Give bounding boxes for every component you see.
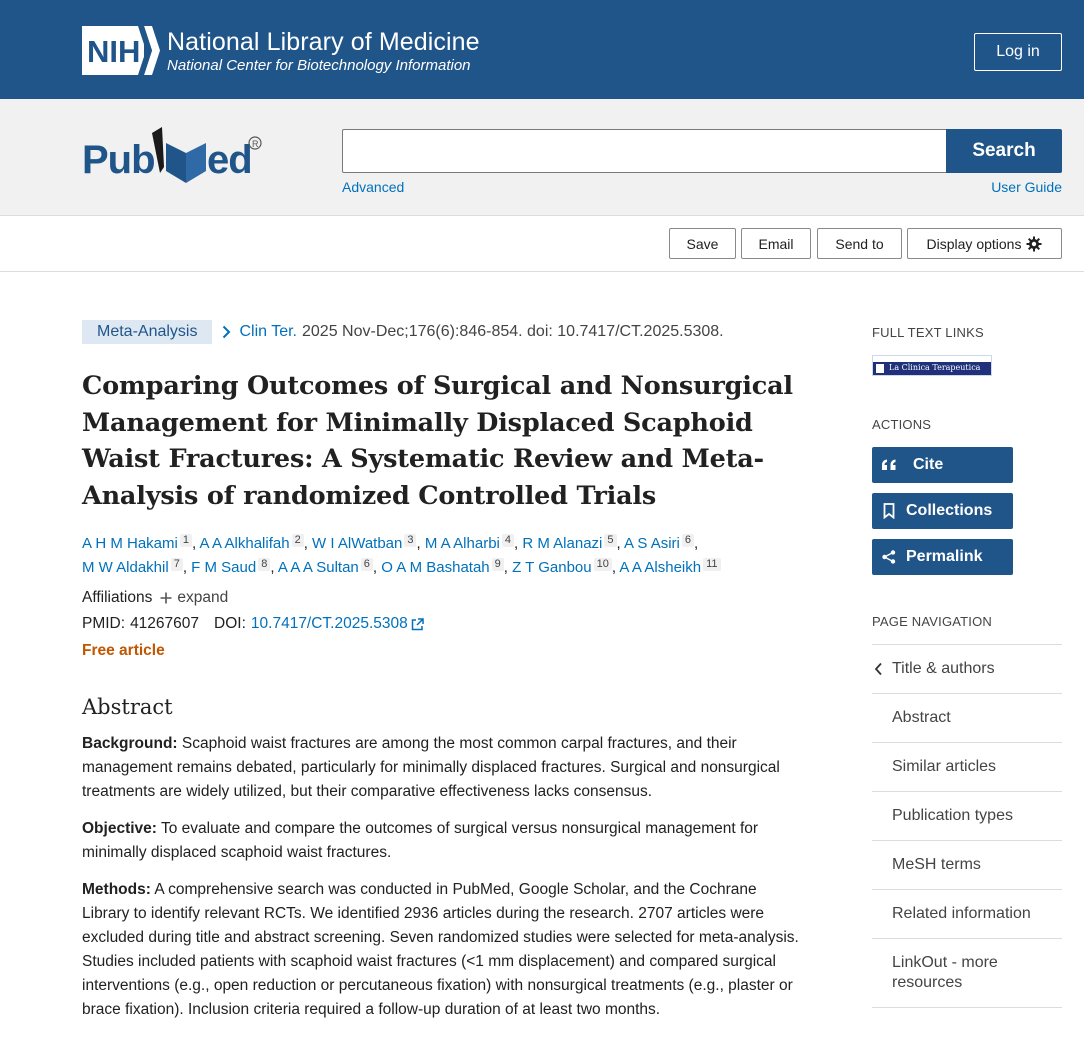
nav-item-label: LinkOut - more resources	[892, 954, 998, 991]
send-to-button[interactable]: Send to	[817, 228, 902, 259]
abstract-methods	[82, 878, 804, 1022]
nav-item-label: Publication types	[892, 807, 1013, 824]
nav-item-label: MeSH terms	[892, 856, 981, 873]
nav-item-label: Related information	[892, 905, 1031, 922]
email-button[interactable]: Email	[741, 228, 811, 259]
article-title: Comparing Outcomes of Surgical and Nonsurgical Management for Minimally Displaced Scaphoid Waist Fractures: A Systematic Review and Meta-Analysis of randomized Controlled Trials	[82, 371, 793, 511]
nih-title: National Library of Medicine	[167, 28, 480, 56]
author-link[interactable]: A H M Hakami	[82, 535, 178, 552]
affiliation-number[interactable]: 11	[703, 558, 720, 571]
background-label: Background:	[82, 735, 178, 752]
permalink-button[interactable]	[872, 539, 1013, 575]
collections-label: Collections	[906, 502, 993, 519]
background-text: Scaphoid waist fractures are among the most common carpal fractures, and their management remains debated, particularly for minimally displaced fractures. Surgical and nonsurgical treatments are widely utilized, but their comparative effectiveness lacks consensus.	[82, 735, 780, 800]
save-button[interactable]: Save	[669, 228, 736, 259]
login-button[interactable]: Log in	[974, 33, 1062, 71]
citation-text: 2025 Nov-Dec;176(6):846-854. doi: 10.7417/CT.2025.5308.	[302, 323, 724, 340]
page-navigation-list	[872, 644, 1062, 1008]
nih-subtitle: National Center for Biotechnology Information	[167, 57, 471, 74]
full-text-links-heading: FULL TEXT LINKS	[872, 325, 984, 340]
objective-text: To evaluate and compare the outcomes of surgical versus nonsurgical management for minimally displaced scaphoid waist fractures.	[82, 820, 759, 861]
author-link[interactable]: Z T Ganbou	[512, 559, 592, 576]
gear-icon	[1026, 236, 1042, 252]
methods-label: Methods:	[82, 881, 151, 898]
affiliation-number[interactable]: 9	[492, 558, 504, 571]
nav-item-linkout[interactable]	[872, 939, 1062, 1008]
user-guide-link[interactable]: User Guide	[991, 179, 1062, 195]
chevron-right-icon[interactable]	[222, 325, 231, 339]
author-link[interactable]: A S Asiri	[624, 535, 680, 552]
svg-text:R: R	[252, 139, 259, 149]
affiliations-row	[82, 589, 804, 607]
nav-item-mesh-terms[interactable]	[872, 841, 1062, 890]
author-link[interactable]: A A Alkhalifah	[199, 535, 290, 552]
pmid-label: PMID:	[82, 615, 126, 632]
nih-logo[interactable]	[82, 26, 160, 75]
display-options-button[interactable]	[907, 228, 1062, 259]
affiliation-number[interactable]: 5	[604, 534, 616, 547]
plus-icon	[160, 592, 172, 604]
identifiers-row	[82, 615, 804, 633]
author-link[interactable]: M W Aldakhil	[82, 559, 169, 576]
page-navigation-heading: PAGE NAVIGATION	[872, 614, 993, 629]
affiliation-number[interactable]: 10	[594, 558, 612, 571]
cite-label: Cite	[913, 456, 944, 473]
affiliations-label: Affiliations	[82, 589, 153, 606]
share-icon	[872, 550, 906, 564]
sidebar	[872, 325, 1062, 1008]
author-link[interactable]: O A M Bashatah	[381, 559, 490, 576]
pubmed-logo[interactable]	[82, 123, 267, 189]
full-text-journal-name: La Clinica Terapeutica	[889, 363, 981, 372]
author-link[interactable]: F M Saud	[191, 559, 257, 576]
author-link[interactable]: W I AlWatban	[312, 535, 403, 552]
abstract-background	[82, 732, 804, 804]
free-article-label: Free article	[82, 642, 165, 659]
nih-logo-text: NIH	[87, 34, 141, 69]
objective-label: Objective:	[82, 820, 157, 837]
nav-item-publication-types[interactable]	[872, 792, 1062, 841]
quote-icon	[872, 459, 906, 471]
article-toolbar	[0, 216, 1084, 272]
article-main	[82, 320, 804, 1022]
publication-type-tag[interactable]: Meta-Analysis	[82, 320, 212, 344]
affiliation-number[interactable]: 8	[258, 558, 270, 571]
svg-text:ed: ed	[207, 138, 252, 182]
author-list: A H M Hakami 1 , A A Alkhalifah 2 , W I AlWatban 3 , M A Alharbi 4 , R M Alanazi 5 , A S Asiri 6 , M W Aldakhil 7 , F M Saud 8 , A A A Sultan 6 , O A M Bashatah 9 , Z T Ganbou 10 , A A Alsheikh 11	[82, 532, 804, 580]
collections-button[interactable]	[872, 493, 1013, 529]
affiliation-number[interactable]: 3	[404, 534, 416, 547]
article-meta-row	[82, 320, 804, 344]
doi-link[interactable]: 10.7417/CT.2025.5308	[250, 615, 408, 632]
abstract-objective	[82, 817, 804, 865]
nav-item-label: Similar articles	[892, 758, 997, 775]
expand-label: expand	[177, 589, 229, 606]
affiliation-number[interactable]: 2	[292, 534, 304, 547]
svg-text:Pub: Pub	[82, 138, 155, 182]
abstract-heading: Abstract	[82, 695, 173, 719]
affiliation-number[interactable]: 7	[171, 558, 183, 571]
search-band	[0, 99, 1084, 216]
author-link[interactable]: A A Alsheikh	[619, 559, 702, 576]
affiliation-number[interactable]: 6	[682, 534, 694, 547]
chevron-left-icon	[874, 662, 883, 681]
journal-link[interactable]: Clin Ter.	[239, 323, 297, 340]
author-link[interactable]: M A Alharbi	[424, 535, 500, 552]
advanced-search-link[interactable]: Advanced	[342, 179, 405, 195]
affiliation-number[interactable]: 6	[361, 558, 373, 571]
external-link-icon[interactable]	[411, 618, 424, 631]
affiliation-number[interactable]: 1	[180, 534, 192, 547]
doi-label: DOI:	[214, 615, 246, 632]
full-text-link-image[interactable]	[872, 355, 992, 376]
nav-item-similar-articles[interactable]	[872, 743, 1062, 792]
bookmark-icon	[872, 503, 906, 519]
display-options-label: Display options	[926, 235, 1022, 252]
author-link[interactable]: A A A Sultan	[277, 559, 359, 576]
author-link[interactable]: R M Alanazi	[522, 535, 603, 552]
nav-item-related-information[interactable]	[872, 890, 1062, 939]
nav-item-abstract[interactable]	[872, 694, 1062, 743]
nih-header	[0, 0, 1084, 99]
permalink-label: Permalink	[906, 548, 983, 565]
pmid-value: 41267607	[130, 615, 200, 632]
expand-affiliations-button[interactable]	[160, 589, 228, 607]
methods-text: A comprehensive search was conducted in PubMed, Google Scholar, and the Cochrane Library to identify relevant RCTs. We identified 2936 articles during the research. 2707 articles were excluded during title and abstract screening. Seven randomized studies were selected for meta-analysis. Studies included patients with scaphoid waist fractures (<1 mm displacement) and compared surgical interventions (e.g., open reduction or percutaneous fixation) with nonsurgical treatments (e.g., plaster or brace fixation). Inclusion criteria required a follow-up duration of at least two months.	[82, 881, 799, 1018]
search-input[interactable]	[342, 129, 947, 173]
cite-button[interactable]	[872, 447, 1013, 483]
nav-item-label: Abstract	[892, 709, 951, 726]
nav-item-label: Title & authors	[892, 660, 995, 677]
actions-heading: ACTIONS	[872, 417, 932, 432]
nav-item-title-authors[interactable]	[872, 645, 1062, 694]
search-button[interactable]: Search	[946, 129, 1062, 173]
affiliation-number[interactable]: 4	[502, 534, 514, 547]
